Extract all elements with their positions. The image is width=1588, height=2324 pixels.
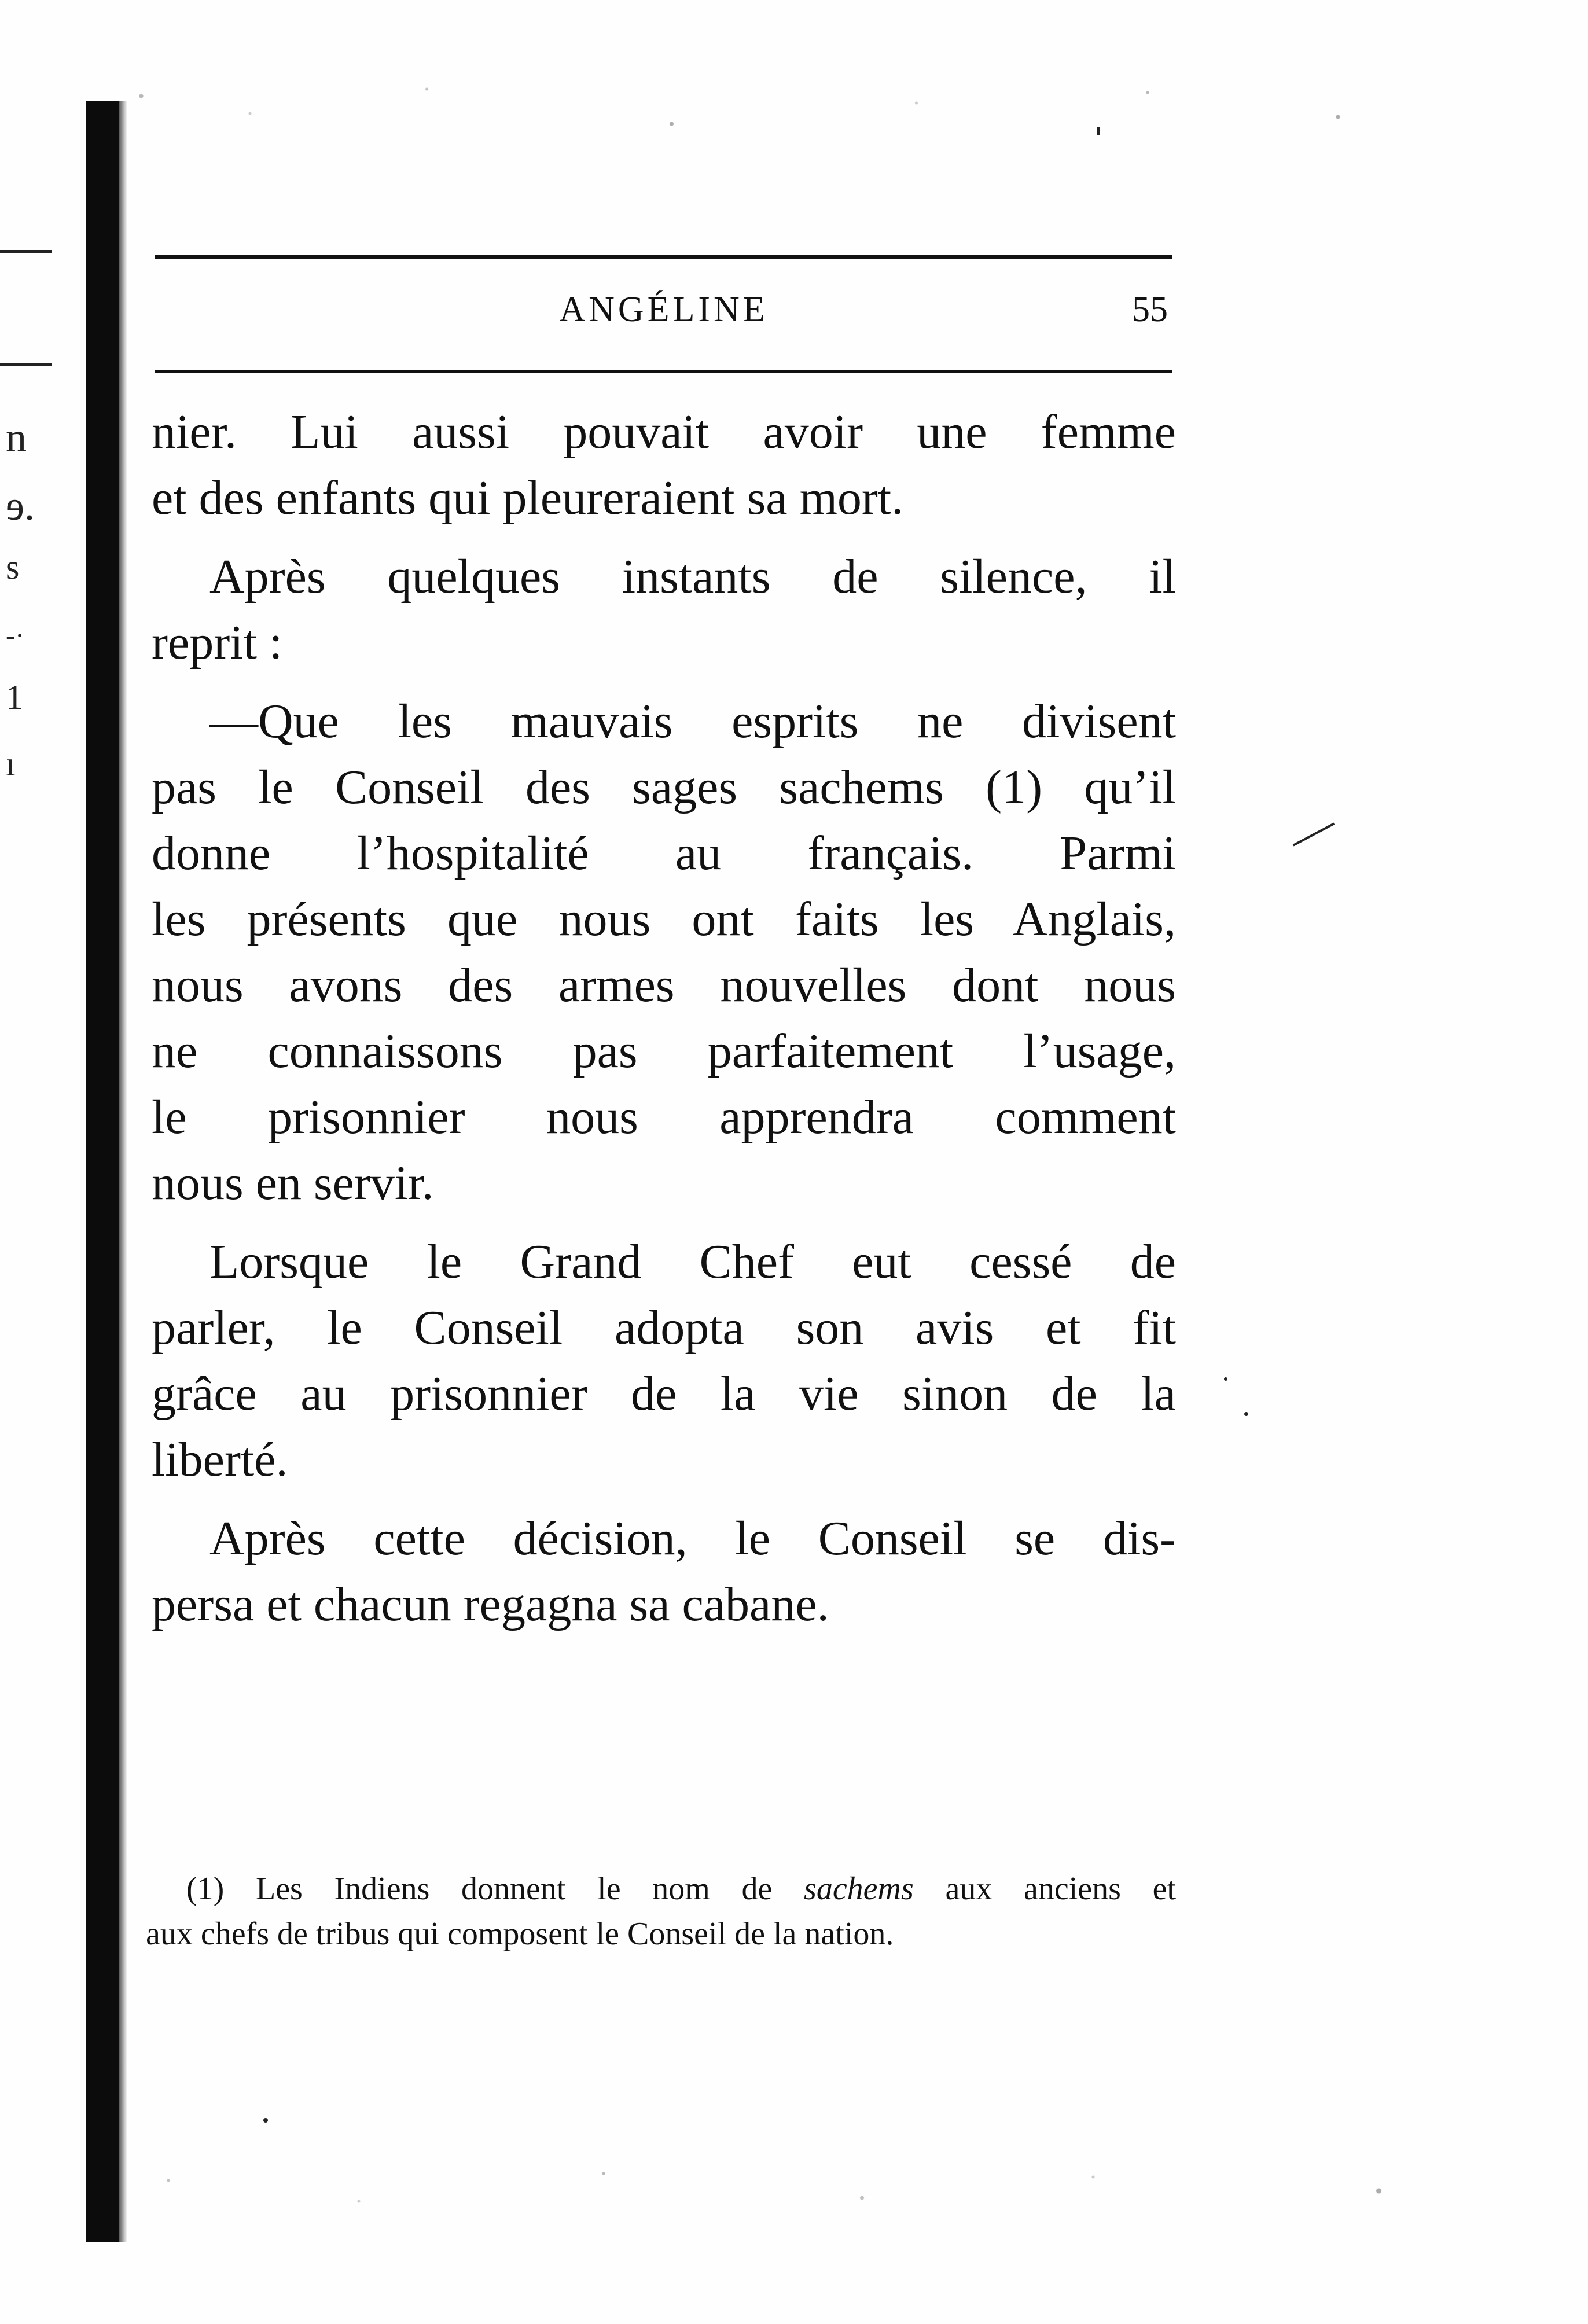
footnote-line (146, 1866, 1176, 1911)
running-title: ANGÉLINE (559, 290, 769, 329)
text-line: nier. Lui aussi pouvait avoir une femme (152, 405, 1176, 459)
footnote (146, 1866, 1176, 1957)
margin-mark (1244, 1412, 1248, 1416)
body-text (152, 399, 1176, 1650)
previous-page-fragments (0, 0, 81, 2324)
paragraph (152, 689, 1176, 1216)
text-line: nous en servir. (152, 1156, 434, 1210)
footnote-text: Les Indiens donnent le nom de (255, 1871, 804, 1907)
paragraph (152, 1229, 1176, 1493)
prev-page-fragment: ɘ. (6, 483, 35, 529)
text-line: ne connaissons pas parfaitement l’usage, (152, 1024, 1176, 1078)
text-line: Lorsque le Grand Chef eut cessé de (209, 1235, 1176, 1289)
paragraph (152, 1506, 1176, 1638)
text-line: persa et chacun regagna sa cabane. (152, 1577, 829, 1631)
text-line: Après quelques instants de silence, il (209, 550, 1176, 604)
prev-page-fragment: ı (6, 745, 16, 783)
text-line: le prisonnier nous apprendra comment (152, 1090, 1176, 1144)
running-header (155, 284, 1172, 336)
paragraph (152, 544, 1176, 676)
binding-gutter-shadow (119, 101, 127, 2242)
footnote-text: aux anciens et (913, 1871, 1177, 1907)
footnote-line: aux chefs de tribus qui composent le Conseil de la nation. (146, 1916, 894, 1952)
text-line: et des enfants qui pleureraient sa mort. (152, 471, 904, 525)
binding-gutter (86, 101, 119, 2242)
text-line: Après cette décision, le Conseil se dis- (209, 1512, 1176, 1565)
text-line: pas le Conseil des sages sachems (1) qu’il (152, 760, 1176, 814)
prev-page-fragment: s (6, 548, 20, 586)
text-line: donne l’hospitalité au français. Parmi (152, 826, 1176, 880)
footnote-marker: (1) (186, 1871, 225, 1907)
text-line: parler, le Conseil adopta son avis et fit (152, 1301, 1176, 1355)
margin-mark (1224, 1377, 1227, 1381)
margin-mark (263, 2118, 268, 2123)
scan-noise-bottom (87, 2153, 1447, 2222)
text-line: reprit : (152, 616, 283, 670)
text-line: nous avons des armes nouvelles dont nous (152, 958, 1176, 1012)
margin-mark (1293, 822, 1335, 846)
prev-page-rule (0, 250, 52, 253)
text-line: les présents que nous ont faits les Anglais, (152, 892, 1176, 946)
text-line: —Que les mauvais esprits ne divisent (209, 694, 1176, 748)
footnote-italic-term: sachems (804, 1871, 914, 1907)
page-number: 55 (1132, 290, 1168, 329)
text-line: liberté. (152, 1433, 288, 1487)
scan-noise-top (87, 75, 1447, 145)
prev-page-fragment: n (6, 414, 27, 461)
margin-mark (1097, 127, 1100, 135)
text-line: grâce au prisonnier de la vie sinon de la (152, 1367, 1176, 1421)
paragraph (152, 399, 1176, 531)
prev-page-fragment: 1 (6, 678, 23, 716)
header-rule-bottom (155, 370, 1172, 373)
header-rule-top (155, 255, 1172, 259)
prev-page-fragment: -· (6, 620, 24, 651)
prev-page-rule (0, 363, 52, 366)
